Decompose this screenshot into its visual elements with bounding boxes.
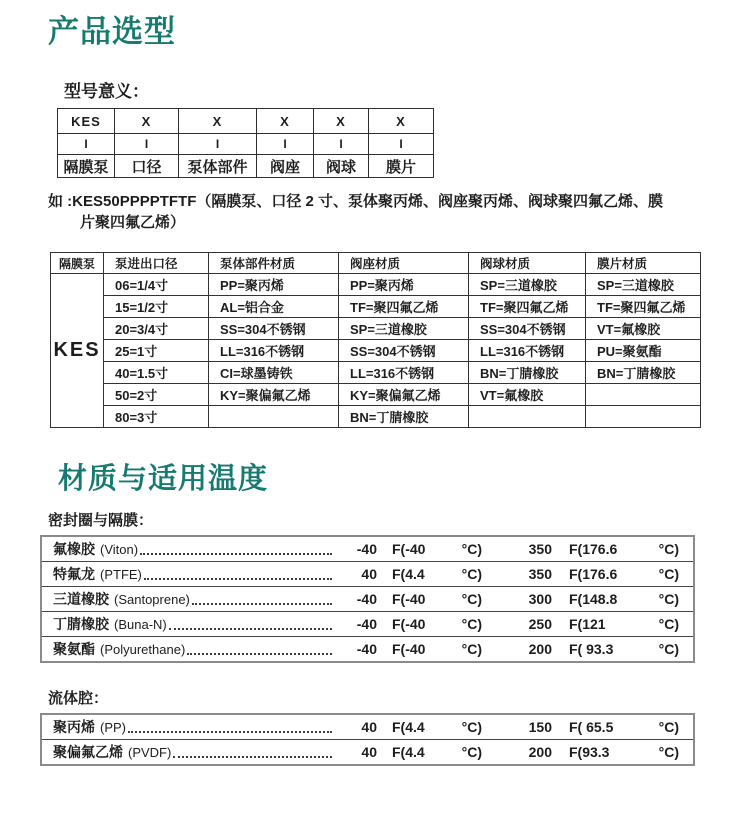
min-temp-c-value: F(-40 (392, 591, 426, 607)
seal-diaphragm-label: 密封圈与隔膜： (48, 512, 154, 529)
celsius-unit: °C) (461, 566, 482, 582)
cell-diaphragm: TF=聚四氟乙烯 (586, 296, 701, 318)
cell-body: KY=聚偏氟乙烯 (209, 384, 339, 406)
celsius-unit: °C) (461, 541, 482, 557)
header-diaphragm-material: 膜片材质 (586, 253, 701, 274)
cell-port: 50=2寸 (104, 384, 209, 406)
model-label-cell: 口径 (115, 155, 179, 178)
min-temp-c (392, 744, 482, 760)
header-pump: 隔膜泵 (51, 253, 104, 274)
max-temp-c-value: F( 93.3 (569, 641, 614, 657)
cell-port: 06=1/4寸 (104, 274, 209, 296)
model-label-cell: 阀球 (314, 155, 369, 178)
model-code-cell: X (115, 109, 179, 134)
material-name: 聚氨酯 (53, 641, 95, 657)
material-name-en: (Polyurethane) (100, 641, 186, 657)
cell-seat: LL=316不锈钢 (339, 362, 469, 384)
fluid-chamber-label: 流体腔： (48, 690, 109, 707)
cell-seat: PP=聚丙烯 (339, 274, 469, 296)
table-row (51, 384, 701, 406)
cell-ball: SS=304不锈钢 (469, 318, 586, 340)
cell-port: 25=1寸 (104, 340, 209, 362)
cell-seat: KY=聚偏氟乙烯 (339, 384, 469, 406)
material-name-en: (Buna-N) (114, 616, 167, 632)
material-name: 聚丙烯 (53, 719, 95, 735)
model-label-cell: 隔膜泵 (58, 155, 115, 178)
model-pipe-cell: I (369, 134, 434, 155)
section-title-materials: 材质与适用温度 (58, 463, 269, 495)
model-code-cell: X (257, 109, 314, 134)
table-row (51, 318, 701, 340)
cell-diaphragm (586, 406, 701, 428)
model-code-cell: X (179, 109, 257, 134)
max-temp-f: 300 (528, 591, 552, 607)
dot-leader (173, 756, 332, 758)
table-row (51, 362, 701, 384)
table-row (51, 406, 701, 428)
model-code-table (57, 108, 434, 178)
material-name-en: (PVDF) (128, 744, 172, 760)
model-pipe-cell: I (58, 134, 115, 155)
max-temp-c (569, 616, 679, 632)
max-temp-c-value: F(176.6 (569, 541, 618, 557)
cell-ball: LL=316不锈钢 (469, 340, 586, 362)
model-meaning-label: 型号意义： (64, 82, 149, 101)
cell-body: LL=316不锈钢 (209, 340, 339, 362)
cell-seat: SS=304不锈钢 (339, 340, 469, 362)
min-temp-f: 40 (361, 744, 377, 760)
cell-diaphragm (586, 384, 701, 406)
max-temp-c-value: F(121 (569, 616, 606, 632)
model-pipe-cell: I (115, 134, 179, 155)
max-temp-c (569, 566, 679, 582)
model-pipe-cell: I (314, 134, 369, 155)
max-temp-c (569, 541, 679, 557)
min-temp-c (392, 541, 482, 557)
cell-seat: TF=聚四氟乙烯 (339, 296, 469, 318)
cell-ball: SP=三道橡胶 (469, 274, 586, 296)
cell-body: CI=球墨铸铁 (209, 362, 339, 384)
celsius-unit: °C) (658, 591, 679, 607)
min-temp-f: -40 (356, 591, 377, 607)
celsius-unit: °C) (658, 719, 679, 735)
dot-leader (140, 553, 332, 555)
material-name-en: (Santoprene) (114, 591, 190, 607)
max-temp-c (569, 744, 679, 760)
model-label-row (58, 155, 434, 178)
seal-temperature-table (40, 535, 695, 663)
fluid-temperature-table (40, 713, 695, 766)
min-temp-c (392, 719, 482, 735)
min-temp-f: 40 (361, 719, 377, 735)
material-name-en: (PTFE) (100, 566, 142, 582)
material-name: 丁腈橡胶 (53, 616, 109, 632)
min-temp-c-value: F(-40 (392, 641, 426, 657)
model-label-cell: 膜片 (369, 155, 434, 178)
min-temp-f: -40 (356, 541, 377, 557)
min-temp-f: -40 (356, 641, 377, 657)
cell-diaphragm: SP=三道橡胶 (586, 274, 701, 296)
temp-row (42, 612, 693, 637)
celsius-unit: °C) (461, 719, 482, 735)
dot-leader (192, 603, 332, 605)
example-line2: 片聚四氟乙烯） (80, 214, 186, 231)
cell-body (209, 406, 339, 428)
max-temp-f: 350 (528, 541, 552, 557)
model-label-cell: 泵体部件 (179, 155, 257, 178)
page-title: 产品选型 (48, 14, 176, 49)
max-temp-c (569, 641, 679, 657)
model-pipe-cell: I (179, 134, 257, 155)
min-temp-f: -40 (356, 616, 377, 632)
min-temp-c-value: F(-40 (392, 541, 426, 557)
model-code-cell: X (369, 109, 434, 134)
header-body-material: 泵体部件材质 (209, 253, 339, 274)
cell-ball: VT=氟橡胶 (469, 384, 586, 406)
min-temp-c-value: F(4.4 (392, 719, 425, 735)
celsius-unit: °C) (658, 616, 679, 632)
celsius-unit: °C) (658, 744, 679, 760)
celsius-unit: °C) (461, 744, 482, 760)
cell-seat: SP=三道橡胶 (339, 318, 469, 340)
dot-leader (169, 628, 332, 630)
celsius-unit: °C) (658, 641, 679, 657)
temp-row (42, 637, 693, 661)
cell-port: 15=1/2寸 (104, 296, 209, 318)
max-temp-f: 150 (528, 719, 552, 735)
cell-port: 80=3寸 (104, 406, 209, 428)
model-example-note (48, 191, 698, 233)
table-row (51, 296, 701, 318)
material-name: 聚偏氟乙烯 (53, 744, 123, 760)
celsius-unit: °C) (461, 591, 482, 607)
table-row (51, 340, 701, 362)
material-name-en: (PP) (100, 719, 126, 735)
material-name: 特氟龙 (53, 566, 95, 582)
model-label-cell: 阀座 (257, 155, 314, 178)
selection-table (50, 252, 701, 428)
temp-row (42, 587, 693, 612)
temp-row (42, 537, 693, 562)
cell-seat: BN=丁腈橡胶 (339, 406, 469, 428)
cell-body: SS=304不锈钢 (209, 318, 339, 340)
cell-ball: BN=丁腈橡胶 (469, 362, 586, 384)
max-temp-c (569, 719, 679, 735)
table-row (51, 274, 701, 296)
header-ball-material: 阀球材质 (469, 253, 586, 274)
material-name: 氟橡胶 (53, 541, 95, 557)
header-seat-material: 阀座材质 (339, 253, 469, 274)
material-name: 三道橡胶 (53, 591, 109, 607)
min-temp-c (392, 591, 482, 607)
celsius-unit: °C) (461, 616, 482, 632)
dot-leader (128, 731, 332, 733)
dot-leader (144, 578, 332, 580)
model-pipe-cell: I (257, 134, 314, 155)
max-temp-c-value: F(148.8 (569, 591, 618, 607)
model-code-cell: KES (58, 109, 115, 134)
selection-header-row (51, 253, 701, 274)
cell-port: 40=1.5寸 (104, 362, 209, 384)
cell-diaphragm: BN=丁腈橡胶 (586, 362, 701, 384)
min-temp-c (392, 616, 482, 632)
min-temp-c (392, 566, 482, 582)
model-code-row (58, 109, 434, 134)
min-temp-c (392, 641, 482, 657)
max-temp-c-value: F( 65.5 (569, 719, 614, 735)
cell-body: AL=铝合金 (209, 296, 339, 318)
max-temp-f: 350 (528, 566, 552, 582)
cell-diaphragm: VT=氟橡胶 (586, 318, 701, 340)
temp-row (42, 740, 693, 764)
celsius-unit: °C) (461, 641, 482, 657)
max-temp-f: 200 (528, 744, 552, 760)
min-temp-c-value: F(4.4 (392, 744, 425, 760)
max-temp-f: 250 (528, 616, 552, 632)
max-temp-c-value: F(93.3 (569, 744, 610, 760)
min-temp-f: 40 (361, 566, 377, 582)
temp-row (42, 715, 693, 740)
min-temp-c-value: F(4.4 (392, 566, 425, 582)
dot-leader (187, 653, 332, 655)
celsius-unit: °C) (658, 541, 679, 557)
header-port-size: 泵进出口径 (104, 253, 209, 274)
max-temp-c (569, 591, 679, 607)
cell-body: PP=聚丙烯 (209, 274, 339, 296)
min-temp-c-value: F(-40 (392, 616, 426, 632)
cell-ball (469, 406, 586, 428)
temp-row (42, 562, 693, 587)
max-temp-f: 200 (528, 641, 552, 657)
model-pipe-row (58, 134, 434, 155)
model-code-cell: X (314, 109, 369, 134)
series-cell: KES (51, 274, 104, 428)
max-temp-c-value: F(176.6 (569, 566, 618, 582)
celsius-unit: °C) (658, 566, 679, 582)
cell-diaphragm: PU=聚氨酯 (586, 340, 701, 362)
material-name-en: (Viton) (100, 541, 139, 557)
cell-port: 20=3/4寸 (104, 318, 209, 340)
cell-ball: TF=聚四氟乙烯 (469, 296, 586, 318)
example-line1: 如 :KES50PPPPTFTF（隔膜泵、口径 2 寸、泵体聚丙烯、阀座聚丙烯、阀球聚四氟乙烯、膜 (48, 193, 664, 210)
